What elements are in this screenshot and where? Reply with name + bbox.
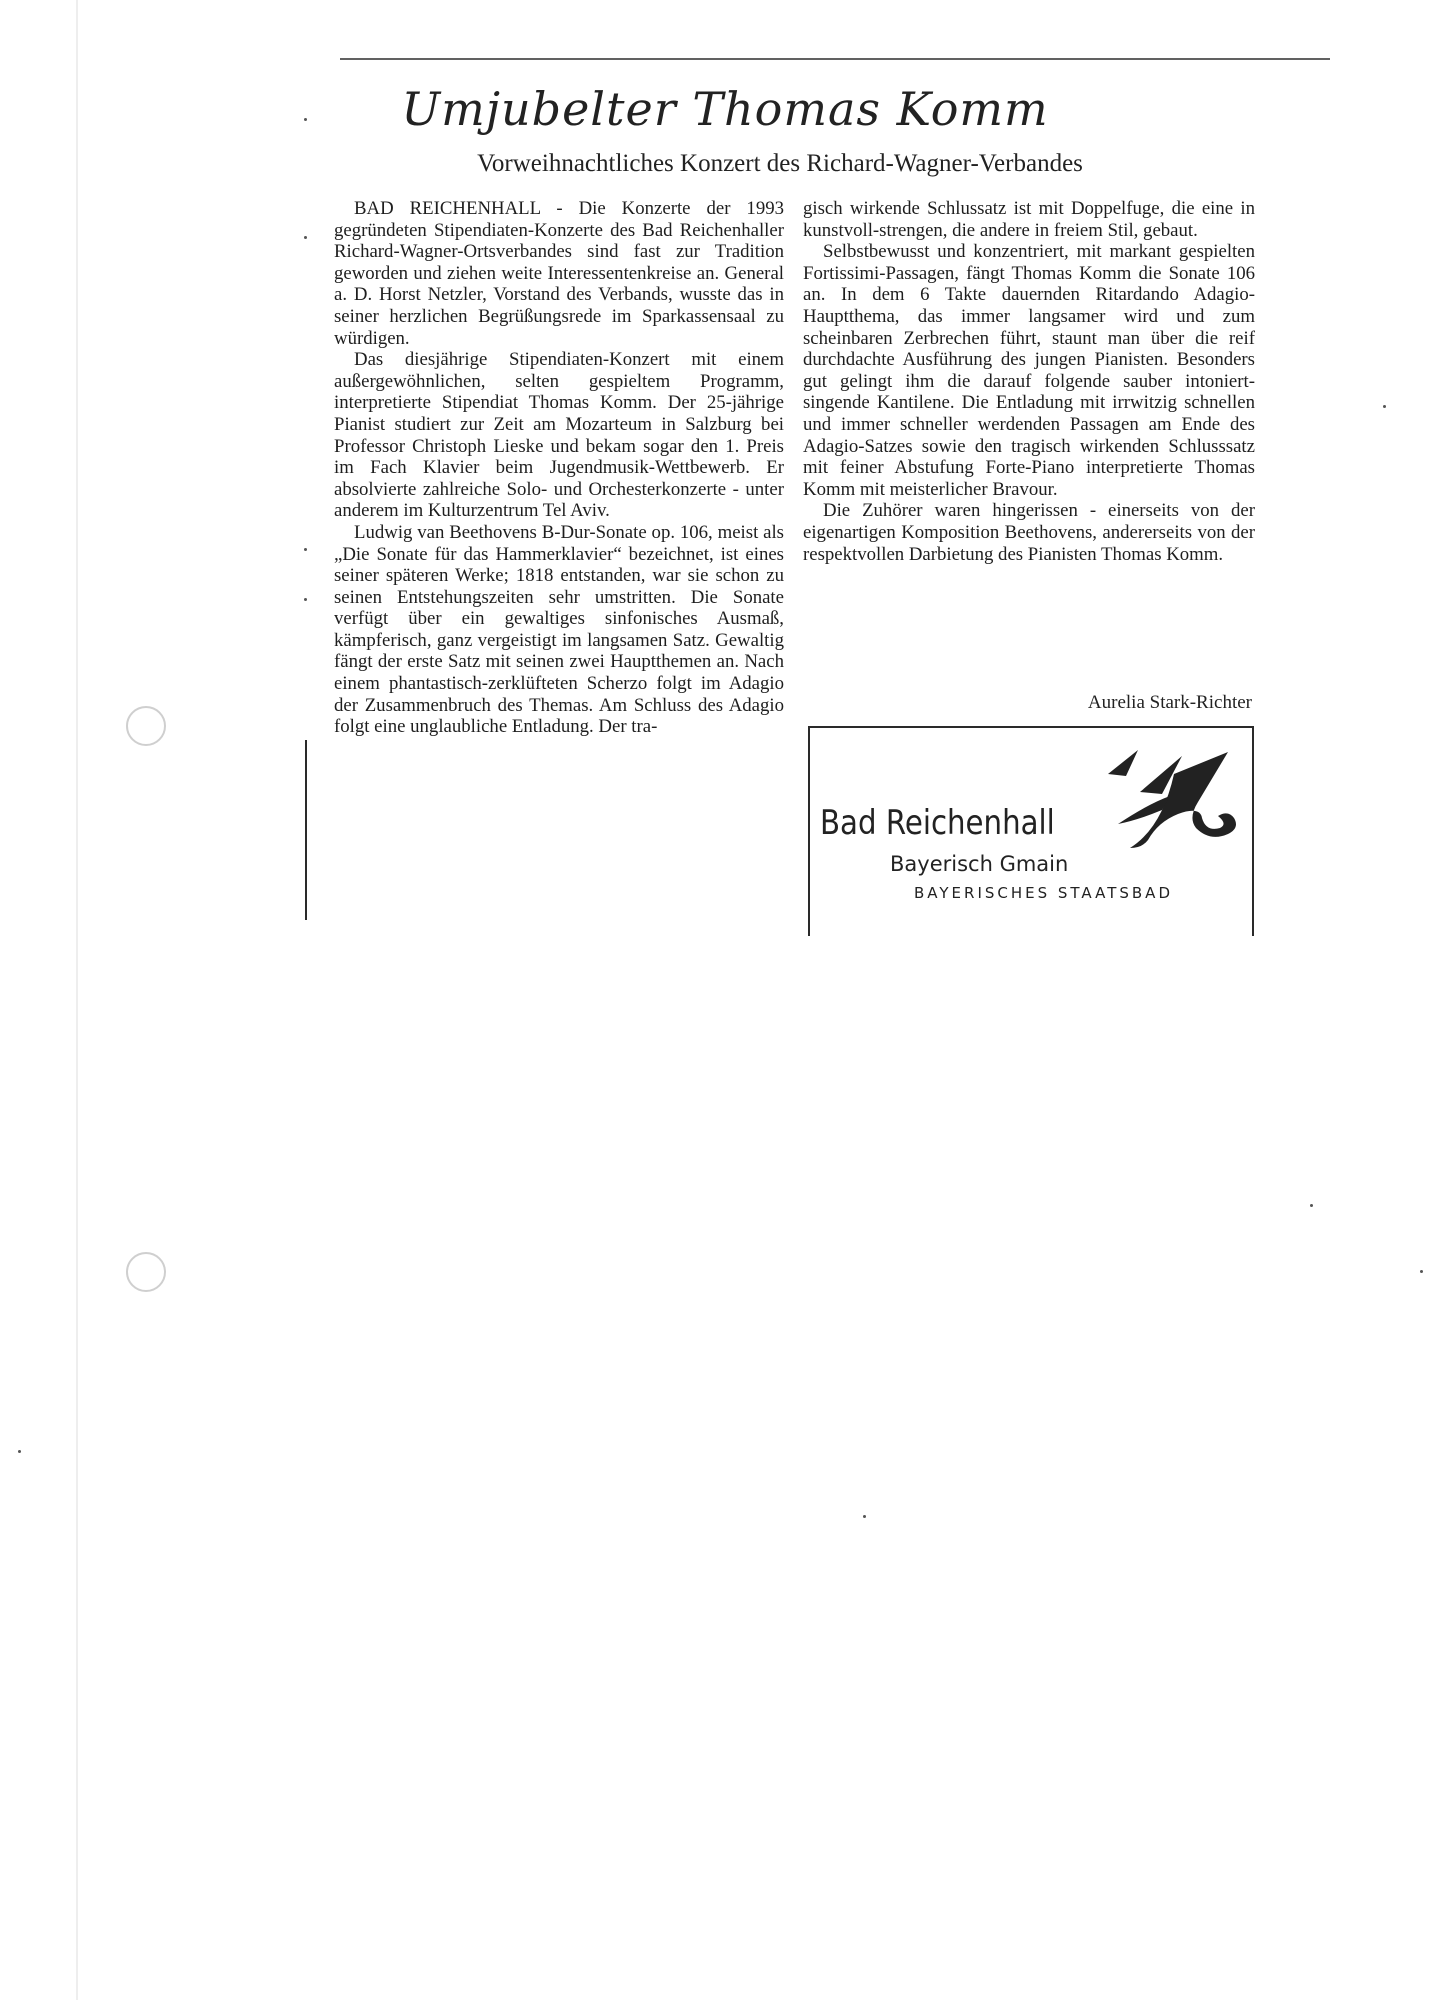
ad-title: Bad Reichenhall <box>820 803 1055 843</box>
scan-speck <box>304 236 307 239</box>
scan-speck <box>1310 1204 1313 1207</box>
article-paragraph: Die Zuhörer waren hingerissen - einerseits von der eigenartigen Komposition Beethovens, andererseits von der respektvollen Darbietung des Pianisten Thomas Komm. <box>803 500 1255 565</box>
punch-hole <box>126 706 166 746</box>
scan-speck <box>863 1515 866 1518</box>
column-margin-line <box>305 740 307 920</box>
article-column-left <box>334 198 784 738</box>
punch-hole <box>126 1252 166 1292</box>
swan-logo-icon <box>1078 744 1248 864</box>
scan-speck <box>304 118 307 121</box>
article-paragraph: gisch wirkende Schlussatz ist mit Doppelfuge, die eine in kunstvoll-strengen, die andere in freiem Stil, gebaut. <box>803 198 1255 241</box>
scan-speck <box>18 1450 21 1453</box>
article-paragraph: BAD REICHENHALL - Die Konzerte der 1993 gegründeten Stipendiaten-Konzerte des Bad Reichenhaller Richard-Wagner-Ortsverbandes sind fast zur Tradition geworden und ziehen weite Interessentenkreise an. General a. D. Horst Netzler, Vorstand des Verbands, wusste das in seiner herzlichen Begrüßungsrede im Sparkassensaal zu würdigen. <box>334 198 784 349</box>
scan-speck <box>1383 405 1386 408</box>
article-headline: Umjubelter Thomas Komm <box>401 82 1049 136</box>
article-paragraph: Das diesjährige Stipendiaten-Konzert mit einem außergewöhnlichen, selten gespieltem Programm, interpretierte Stipendiat Thomas Komm. Der 25-jährige Pianist studiert zur Zeit am Mozarteum in Salzburg bei Professor Christoph Lieske und bekam sogar den 1. Preis im Fach Klavier beim Jugendmusik-Wettbewerb. Er absolvierte zahlreiche Solo- und Orchesterkonzerte - unter anderem im Kulturzentrum Tel Aviv. <box>334 349 784 522</box>
top-rule <box>340 58 1330 60</box>
scan-speck <box>1420 1270 1423 1273</box>
article-paragraph: Selbstbewusst und konzentriert, mit markant gespielten Fortissimi-Passagen, fängt Thomas Komm die Sonate 106 an. In dem 6 Takte dauernden Ritardando Adagio-Hauptthema, das immer langsamer wird und zum scheinbaren Zerbrechen führt, staunt man über die reif durchdachte Ausführung des jungen Pianisten. Besonders gut gelingt ihm die darauf folgende sauber intoniert-singende Kantilene. Die Entladung mit irrwitzig schnellen und immer schneller werdenden Passagen am Ende des Adagio-Satzes sowie den tragisch wirkenden Schlusssatz mit feiner Abstufung Forte-Piano interpretierte Thomas Komm mit meisterlicher Bravour. <box>803 241 1255 500</box>
article-author: Aurelia Stark-Richter <box>1087 692 1252 713</box>
ad-tagline: BAYERISCHES STAATSBAD <box>914 884 1173 902</box>
scan-speck <box>304 548 307 551</box>
advertisement-box <box>808 726 1254 936</box>
article-subheadline: Vorweihnachtliches Konzert des Richard-Wagner-Verbandes <box>477 150 1083 177</box>
article-paragraph: Ludwig van Beethovens B-Dur-Sonate op. 106, meist als „Die Sonate für das Hammerklavier“ bezeichnet, ist eines seiner späteren Werke; 1818 entstanden, war sie schon zu seinen Entstehungszeiten sehr umstritten. Die Sonate verfügt über ein gewaltiges sinfonisches Ausmaß, kämpferisch, ganz vergeistigt im langsamen Satz. Gewaltig fängt der erste Satz mit seinen zwei Hauptthemen an. Nach einem phantastisch-zerklüfteten Scherzo folgt im Adagio der Zusammenbruch des Themas. Am Schluss des Adagio folgt eine unglaubliche Entladung. Der tra- <box>334 521 784 738</box>
ad-subtitle: Bayerisch Gmain <box>890 852 1069 876</box>
scan-edge <box>76 0 78 2000</box>
article-column-right <box>803 198 1255 565</box>
scan-speck <box>304 598 307 601</box>
